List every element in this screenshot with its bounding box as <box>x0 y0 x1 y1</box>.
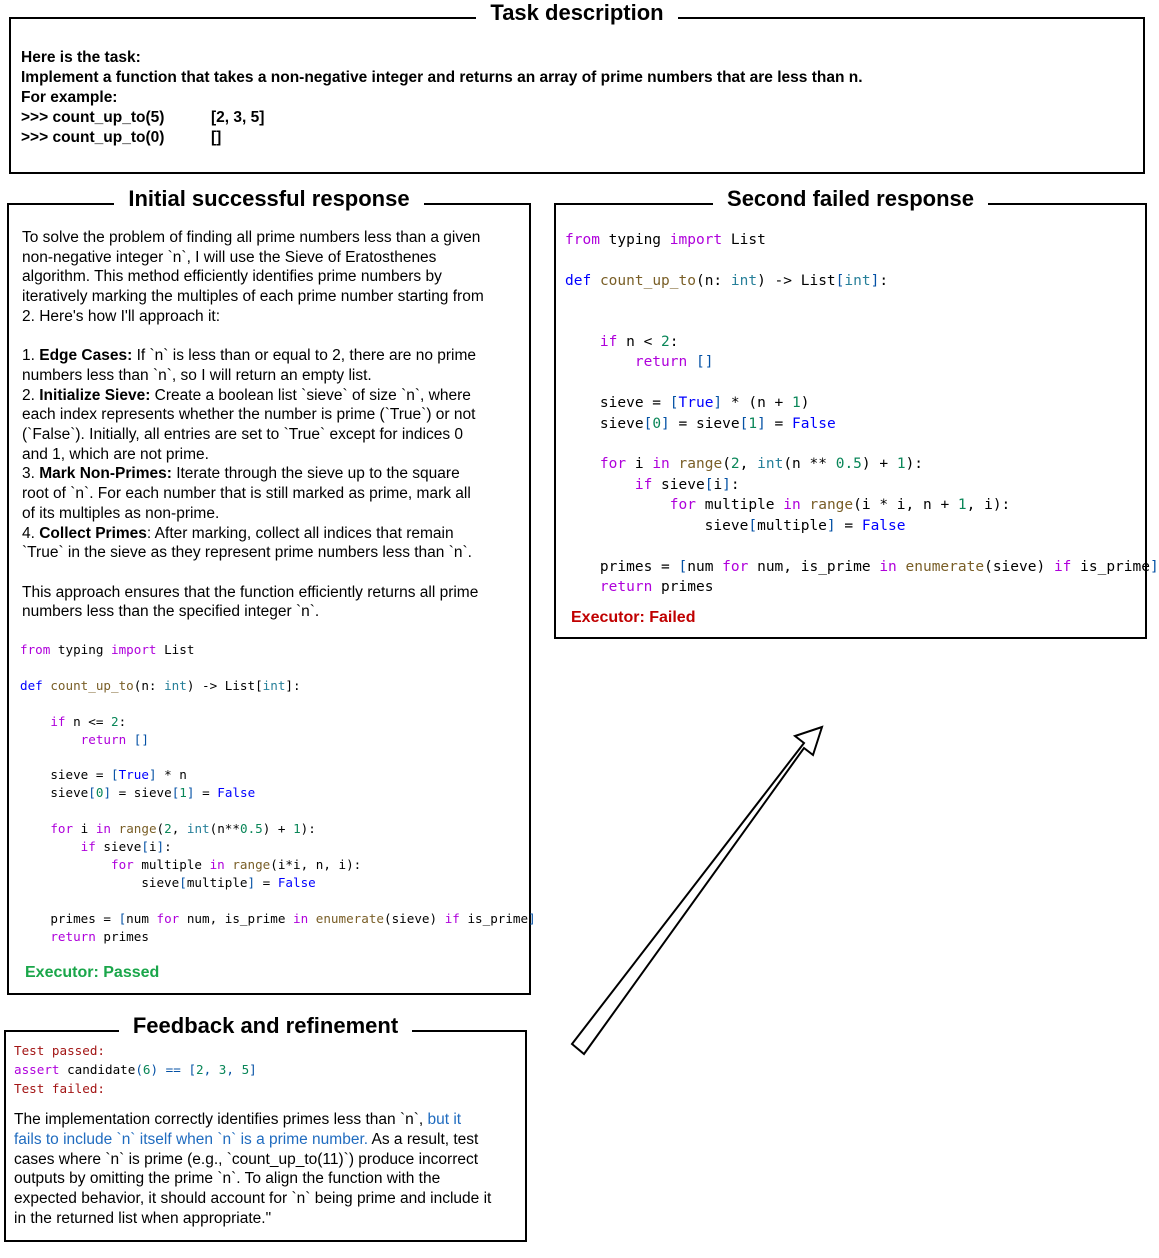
step-heading: Collect Primes <box>39 524 147 542</box>
task-example <box>21 108 863 128</box>
text-line: `True` in the sieve as they represent prime numbers less than `n`. <box>22 544 472 562</box>
text-line: The implementation correctly identifies primes less than `n`, but it <box>14 1111 462 1128</box>
text-line: algorithm. This method efficiently identifies prime numbers by <box>22 268 442 286</box>
task-statement: Implement a function that takes a non-negative integer and returns an array of prime numbers that are less than n. <box>21 69 863 86</box>
text-line: outputs by omitting the prime `n`. To align the function with the <box>14 1170 441 1188</box>
code-line: return primes <box>599 578 714 595</box>
second-response-box <box>554 186 1159 639</box>
assert-line: assert candidate(6) == [2, 3, 5] <box>14 1062 257 1077</box>
text-line: cases where `n` is prime (e.g., `count_up_to(11)`) produce incorrect <box>14 1150 479 1168</box>
code-line: if n <= 2: <box>50 713 127 729</box>
code-line: return [] <box>80 731 149 747</box>
task-intro: Here is the task: <box>21 49 141 66</box>
code-line: sieve = [True] * n <box>20 767 187 783</box>
initial-response-text <box>22 228 522 622</box>
code-line: sieve = [True] * (n + 1) <box>565 395 810 412</box>
text-line: each index represents whether the number is prime (`True`) or not <box>22 406 476 424</box>
text-line: in the returned list when appropriate." <box>14 1209 272 1227</box>
initial-response-box <box>7 186 536 995</box>
text-line: numbers less than `n`, so I will return an empty list. <box>22 366 372 384</box>
text-line: fails to include `n` itself when `n` is a prime number. As a result, test <box>14 1130 479 1148</box>
step-mark-non-primes: 3. Mark Non-Primes: Iterate through the sieve up to the square <box>22 465 460 483</box>
initial-code-block <box>20 641 536 945</box>
text-line: To solve the problem of finding all prime numbers less than a given <box>22 229 481 246</box>
step-heading: Edge Cases: <box>39 347 133 365</box>
text-line: numbers less than the specified integer `n`. <box>22 603 320 621</box>
text-line: 2. Here's how I'll approach it: <box>22 307 221 325</box>
executor-passed-status: Executor: Passed <box>25 964 160 981</box>
example-result: [] <box>211 129 222 146</box>
task-example-label: For example: <box>21 89 118 106</box>
code-line: if sieve[i]: <box>80 838 172 854</box>
code-line: primes = [num for num, is_prime in enumerate(sieve) if is_prime] <box>20 910 536 926</box>
text-line: expected behavior, it should account for `n` being prime and include it <box>14 1190 492 1208</box>
example-result: [2, 3, 5] <box>211 109 265 126</box>
code-line: for i in range(2, int(n ** 0.5) + 1): <box>599 456 924 473</box>
code-line: primes = [num for num, is_prime in enumerate(sieve) if is_prime] <box>565 558 1159 575</box>
code-line: def count_up_to(n: int) -> List[int]: <box>20 677 301 693</box>
example-call: >>> count_up_to(0) <box>21 129 165 146</box>
feedback-title: Feedback and refinement <box>119 1013 412 1038</box>
code-line: sieve[multiple] = False <box>565 517 906 534</box>
code-line: sieve[0] = sieve[1] = False <box>565 415 836 432</box>
code-line: if sieve[i]: <box>634 476 740 493</box>
arrow-shape <box>572 727 822 1054</box>
code-line: def count_up_to(n: int) -> List[int]: <box>565 272 889 289</box>
task-description-box <box>9 0 1145 174</box>
code-line: for i in range(2, int(n**0.5) + 1): <box>50 821 316 837</box>
initial-response-title: Initial successful response <box>114 186 423 211</box>
task-description-title: Task description <box>476 0 677 25</box>
text-line: iteratively marking the multiples of each prime number starting from <box>22 288 484 306</box>
executor-failed-status: Executor: Failed <box>571 609 696 626</box>
code-line: sieve[multiple] = False <box>20 874 316 890</box>
code-line: return [] <box>634 354 714 371</box>
code-line: from typing import List <box>565 232 766 248</box>
text-line: root of `n`. For each number that is still marked as prime, mark all <box>22 485 471 503</box>
code-line: from typing import List <box>20 642 195 657</box>
task-example <box>21 128 863 148</box>
example-call: >>> count_up_to(5) <box>21 109 165 126</box>
code-line: for multiple in range(i * i, n + 1, i): <box>669 497 1011 514</box>
highlighted-text: but it <box>427 1111 462 1128</box>
second-code-block <box>565 230 1159 597</box>
refinement-arrow <box>560 715 840 1065</box>
step-edge-cases: 1. Edge Cases: If `n` is less than or equal to 2, there are no prime <box>22 347 477 365</box>
feedback-box <box>4 1013 527 1242</box>
code-line: return primes <box>50 928 149 944</box>
test-passed-label: Test passed: <box>14 1043 105 1058</box>
code-line: sieve[0] = sieve[1] = False <box>20 785 256 801</box>
step-heading: Mark Non-Primes: <box>39 465 172 483</box>
feedback-test-results <box>14 1041 257 1098</box>
step-heading: Initialize Sieve: <box>39 386 151 404</box>
text-line: This approach ensures that the function efficiently returns all prime <box>22 583 479 601</box>
step-collect-primes: 4. Collect Primes: After marking, collect all indices that remain <box>22 524 454 542</box>
task-content <box>21 48 863 148</box>
second-response-title: Second failed response <box>713 186 988 211</box>
text-line: (`False`). Initially, all entries are set to `True` except for indices 0 <box>22 426 464 444</box>
text-line: of its multiples as non-prime. <box>22 504 220 522</box>
test-failed-label: Test failed: <box>14 1081 105 1096</box>
code-line: if n < 2: <box>599 334 679 351</box>
code-line: for multiple in range(i*i, n, i): <box>111 856 362 872</box>
feedback-text <box>14 1110 524 1229</box>
text-line: and 1, which are not prime. <box>22 445 209 463</box>
text-line: non-negative integer `n`, I will use the Sieve of Eratosthenes <box>22 248 437 266</box>
highlighted-text: fails to include `n` itself when `n` is a prime number. <box>14 1130 369 1148</box>
step-initialize-sieve: 2. Initialize Sieve: Create a boolean list `sieve` of size `n`, where <box>22 386 471 404</box>
